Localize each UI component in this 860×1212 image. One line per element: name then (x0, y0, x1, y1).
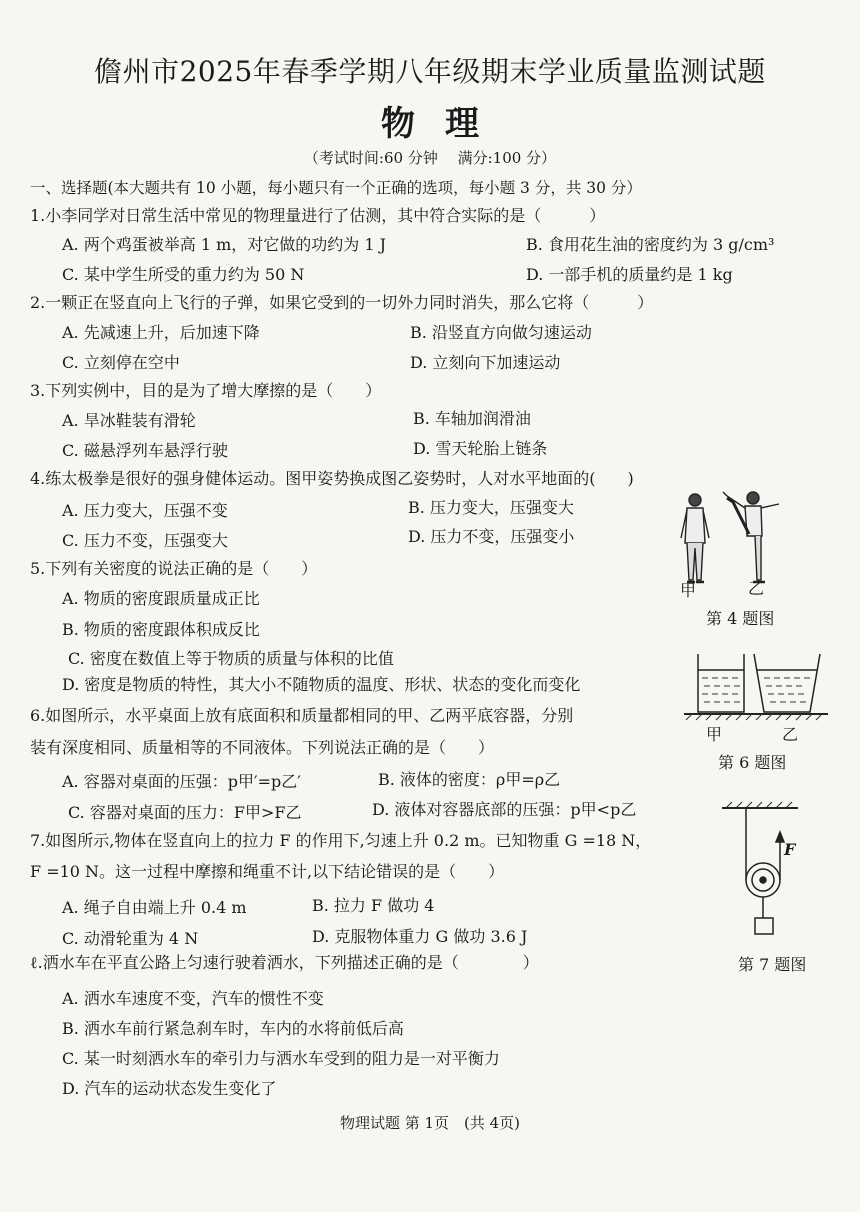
fig7-pulley (718, 800, 808, 945)
fig4-figure-yi (723, 492, 779, 582)
fig6-containers (684, 652, 828, 722)
exam-title: 儋州市2025年春季学期八年级期末学业质量监测试题 (94, 55, 766, 88)
q2-stem: 2.一颗正在竖直向上飞行的子弹，如果它受到的一切外力同时消失，那么它将（ ） (30, 293, 654, 312)
fig6-container-jia (698, 654, 744, 712)
q6-option-d: D. 液体对容器底部的压强：p甲<p乙 (372, 800, 637, 819)
q2-option-d: D. 立刻向下加速运动 (410, 353, 561, 372)
fig7-caption: 第 7 题图 (738, 955, 807, 974)
fig6-caption: 第 6 题图 (718, 753, 787, 772)
q7-option-d: D. 克服物体重力 G 做功 3.6 J (312, 927, 528, 946)
section-heading: 一、选择题(本大题共有 10 小题，每小题只有一个正确的选项，每小题 3 分，共 30 分） (30, 179, 642, 197)
fig7-label-f: F (784, 840, 796, 859)
q3-option-c: C. 磁悬浮列车悬浮行驶 (62, 441, 228, 460)
q1-option-a: A. 两个鸡蛋被举高 1 m，对它做的功约为 1 J (62, 235, 387, 254)
q2-option-b: B. 沿竖直方向做匀速运动 (410, 323, 592, 342)
q7-stem-line1: 7.如图所示,物体在竖直向上的拉力 F 的作用下,匀速上升 0.2 m。已知物重 G =18 N， (30, 831, 652, 850)
q7-stem-line2: F =10 N。这一过程中摩擦和绳重不计,以下结论错误的是（ ） (30, 862, 505, 881)
exam-info: （考试时间:60 分钟 满分:100 分） (303, 149, 557, 167)
q8-option-d: D. 汽车的运动状态发生变化了 (62, 1079, 277, 1098)
q5-option-a: A. 物质的密度跟质量成正比 (62, 589, 260, 608)
q5-option-b: B. 物质的密度跟体积成反比 (62, 620, 260, 639)
fig4-taichi-figures (665, 488, 785, 588)
q8-option-c: C. 某一时刻洒水车的牵引力与洒水车受到的阻力是一对平衡力 (62, 1049, 500, 1068)
q6-stem-line1: 6.如图所示，水平桌面上放有底面积和质量都相同的甲、乙两平底容器，分别 (30, 706, 574, 725)
q5-option-c: C. 密度在数值上等于物质的质量与体积的比值 (68, 649, 394, 668)
q1-option-b: B. 食用花生油的密度约为 3 g/cm³ (526, 235, 775, 254)
q3-option-a: A. 旱冰鞋装有滑轮 (62, 411, 196, 430)
fig4-figure-jia (681, 494, 709, 582)
q7-option-c: C. 动滑轮重为 4 N (62, 929, 199, 948)
q4-option-b: B. 压力变大，压强变大 (408, 498, 574, 517)
fig6-label-jia: 甲 (706, 725, 723, 744)
q6-option-a: A. 容器对桌面的压强：p甲′=p乙′ (62, 772, 301, 791)
fig4-label-jia: 甲 (680, 581, 697, 600)
q7-option-a: A. 绳子自由端上升 0.4 m (62, 898, 247, 917)
q3-option-d: D. 雪天轮胎上链条 (413, 439, 548, 458)
q8-option-b: B. 洒水车前行紧急刹车时，车内的水将前低后高 (62, 1019, 404, 1038)
q2-option-a: A. 先减速上升，后加速下降 (62, 323, 260, 342)
q6-option-b: B. 液体的密度：ρ甲=ρ乙 (378, 770, 561, 789)
q6-option-c: C. 容器对桌面的压力：F甲>F乙 (68, 803, 302, 822)
fig6-label-yi: 乙 (782, 725, 799, 744)
q4-option-c: C. 压力不变，压强变大 (62, 531, 228, 550)
fig4-label-yi: 乙 (748, 579, 765, 598)
q8-option-a: A. 洒水车速度不变，汽车的惯性不变 (62, 989, 324, 1008)
q4-option-a: A. 压力变大，压强不变 (62, 501, 228, 520)
q8-stem: ℓ.洒水车在平直公路上匀速行驶着洒水，下列描述正确的是（ ） (30, 953, 539, 972)
fig4-caption: 第 4 题图 (706, 609, 775, 628)
q4-option-d: D. 压力不变，压强变小 (408, 527, 575, 546)
q6-stem-line2: 装有深度相同、质量相等的不同液体。下列说法正确的是（ ） (30, 738, 495, 757)
q3-stem: 3.下列实例中，目的是为了增大摩擦的是（ ） (30, 381, 382, 400)
fig6-container-yi (754, 654, 820, 712)
q1-option-c: C. 某中学生所受的重力约为 50 N (62, 265, 305, 284)
page-footer: 物理试题 第 1页 (共 4页) (339, 1114, 521, 1132)
q5-stem: 5.下列有关密度的说法正确的是（ ） (30, 559, 318, 578)
q7-option-b: B. 拉力 F 做功 4 (312, 896, 435, 915)
q1-option-d: D. 一部手机的质量约是 1 kg (526, 265, 733, 284)
fig7-block (755, 918, 773, 934)
q2-option-c: C. 立刻停在空中 (62, 353, 180, 372)
q3-option-b: B. 车轴加润滑油 (413, 409, 531, 428)
subject-title: 物理 (381, 104, 509, 144)
fig7-arrow-up-icon (776, 832, 784, 842)
q4-stem: 4.练太极拳是很好的强身健体运动。图甲姿势换成图乙姿势时，人对水平地面的( ) (30, 469, 634, 488)
q5-option-d: D. 密度是物质的特性，其大小不随物质的温度、形状、状态的变化而变化 (62, 675, 581, 694)
q1-stem: 1.小李同学对日常生活中常见的物理量进行了估测，其中符合实际的是（ ） (30, 206, 606, 225)
